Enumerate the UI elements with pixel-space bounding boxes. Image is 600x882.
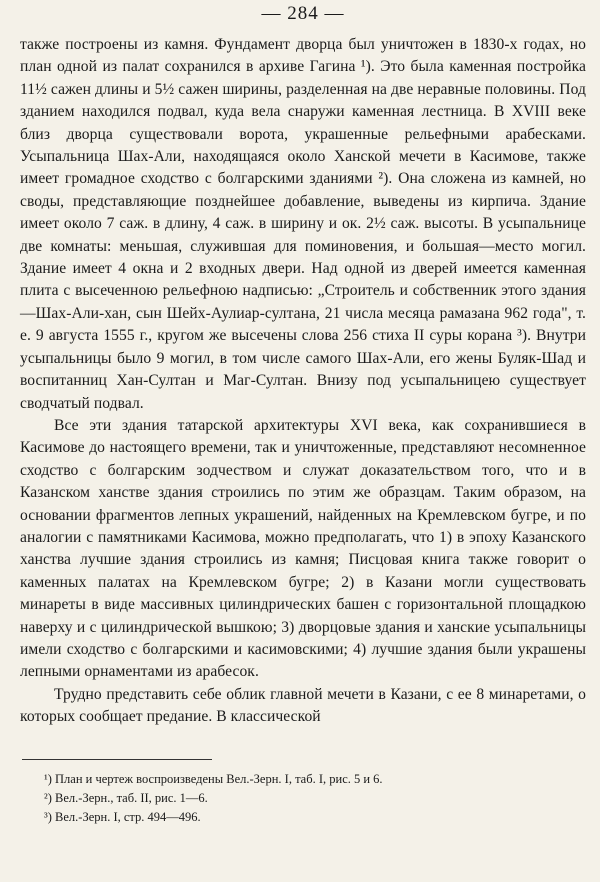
paragraph-1: также построены из камня. Фундамент дворца был уничтожен в 1830-х годах, но план одной из палат сохранился в архиве Гагина ¹). Это была каменная постройка 11½ сажен длины и 5½ сажен ширины, разделенная на две неравные половины. Под зданием находился подвал, куда вела снаружи каменная лестница. В XVIII веке близ дворца существовали ворота, украшенные рельефными арабесками. Усыпальница Шах-Али, находящаяся около Ханской мечети в Касимове, также имеет громадное сходство с болгарскими зданиями ²). Она сложена из камней, но своды, представляющие позднейшее добавление, выведены из кирпича. Здание имеет около 7 саж. в длину, 4 саж. в ширину и ок. 2½ саж. высоты. В усыпальнице две комнаты: меньшая, служившая для поминовения, и большая—место могил. Здание имеет 4 окна и 2 входных двери. Над одной из дверей имеется каменная плита с высеченною рельефною надписью: „Строитель и собственник этого здания—Шах-Али-хан, сын Шейх-Аулиар-султана, 21 числа месяца рамазана 962 года", т. е. 9 августа 1555 г., кругом же высечены слова 256 стиха II суры корана ³). Внутри усыпальницы было 9 могил, в том числе самого Шах-Али, его жены Буляк-Шад и воспитанниц Хан-Султан и Маг-Султан. Внизу под усыпальницею существует сводчатый подвал. <box>20 36 586 412</box>
footnotes <box>20 770 586 827</box>
page-number: — 284 — <box>261 3 345 24</box>
paragraph-3: Трудно представить себе облик главной мечети в Казани, с ее 8 минаретами, о которых сообщает предание. В классической <box>20 685 586 726</box>
body-text <box>20 34 586 729</box>
paragraph-2: Все эти здания татарской архитектуры XVI века, как сохранившиеся в Касимове до настоящего времени, так и уничтоженные, представляют несомненное сходство с болгарским зодчеством и служат доказательством того, что и в Казанском ханстве здания строились по этим же образцам. Таким образом, на основании фрагментов лепных украшений, найденных на Кремлевском бугре, и по аналогии с памятниками Касимова, можно предполагать, что 1) в эпоху Казанского ханства лучшие здания строились из камня; Писцовая книга также говорит о каменных палатах на Кремлевском бугре; 2) в Казани могли существовать минареты в виде массивных цилиндрических башен с горизонтальной площадкою наверху и с цилиндрической вышкою; 3) дворцовые здания и ханские усыпальницы имели сходство с болгарскими и касимовскими; 4) лучшие здания были украшены лепными орнаментами из арабесок. <box>20 416 586 681</box>
footnote-divider <box>22 759 212 760</box>
footnote-1: ¹) План и чертеж воспроизведены Вел.-Зерн. I, таб. I, рис. 5 и 6. <box>44 771 383 786</box>
footnote-2: ²) Вел.-Зерн., таб. II, рис. 1—6. <box>44 790 208 805</box>
footnote-3: ³) Вел.-Зерн. I, стр. 494—496. <box>44 809 201 824</box>
